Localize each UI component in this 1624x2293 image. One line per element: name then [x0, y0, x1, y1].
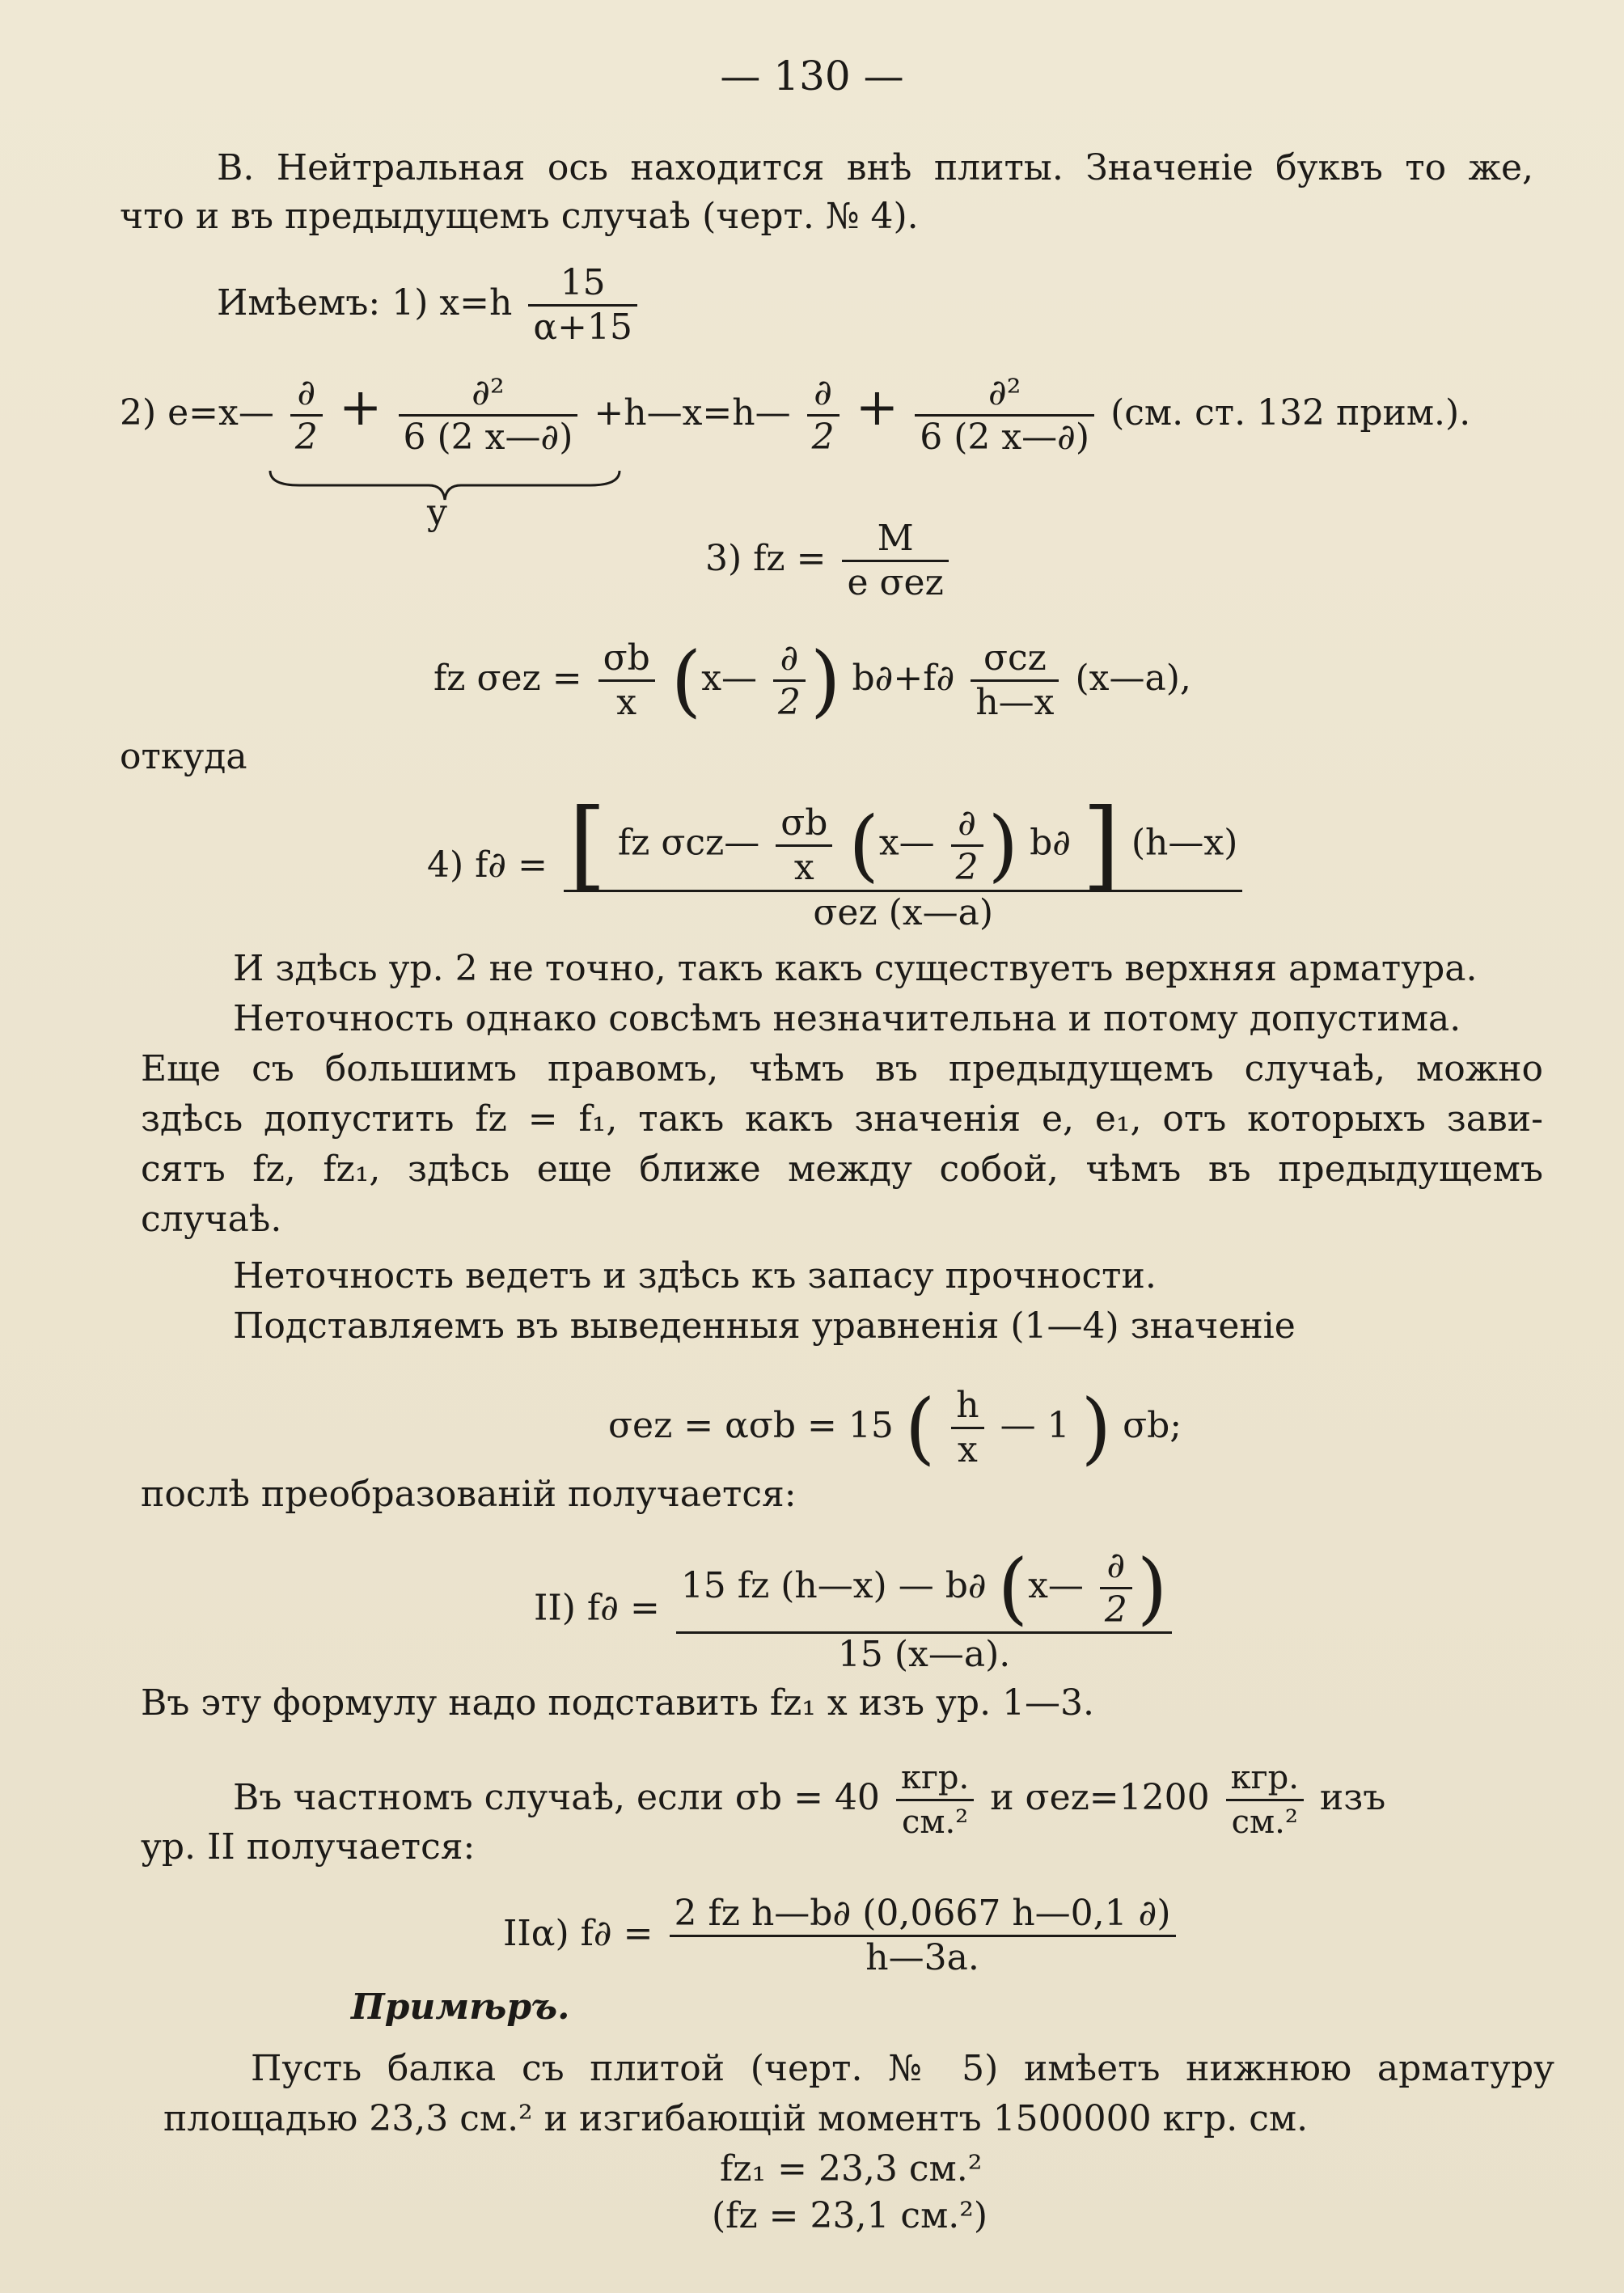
equation-II-label: II) f∂ =	[534, 1587, 660, 1629]
eq3b-tail: (x—a),	[1075, 658, 1191, 699]
eq3b-paren-frac-den: 2	[773, 679, 806, 724]
body-line-8: Подставляемъ въ выведенныя уравненія (1—4) значеніе	[233, 1305, 1296, 1347]
eq3-den: e σez	[842, 560, 948, 604]
eqII-paren-den: 2	[1100, 1587, 1132, 1631]
eqIIa-den: h—3a.	[670, 1935, 1176, 1979]
case-line-b: и σez=1200	[990, 1777, 1210, 1818]
equation-5-lhs: σez = ασb = 15	[608, 1405, 894, 1446]
eqII-den: 15 (x—a).	[676, 1631, 1173, 1676]
equation-3b-lhs: fz σez =	[433, 658, 582, 699]
eq2-frac4-den: 6 (2 x—∂)	[915, 414, 1094, 459]
equation-3	[705, 518, 954, 604]
section-intro-line-2: что и въ предыдущемъ случаѣ (черт. № 4).	[120, 196, 919, 237]
equation-1-denominator: α+15	[528, 304, 637, 349]
equation-IIa	[503, 1893, 1181, 1979]
eqII-num-paren: x—	[1028, 1565, 1084, 1606]
case-frac2-num: кгр.	[1230, 1759, 1299, 1796]
eq3b-frac2-den: h—x	[971, 679, 1059, 724]
eq4-num-c: b∂	[1030, 822, 1072, 864]
case-frac2-den: см.²	[1226, 1799, 1304, 1843]
eq2-frac2-den: 6 (2 x—∂)	[399, 414, 578, 459]
case-line-a: Въ частномъ случаѣ, если σb = 40	[233, 1777, 880, 1818]
eq2-frac3-num: ∂	[814, 372, 832, 413]
example-line-3: fz₁ = 23,3 см.²	[720, 2148, 983, 2189]
eqIIa-num: 2 fz h—b∂ (0,0667 h—0,1 ∂)	[674, 1893, 1171, 1934]
eq5-frac-den: x	[951, 1427, 983, 1471]
case-frac1-num: кгр.	[900, 1759, 970, 1796]
eq4-num-b: x—	[878, 822, 935, 864]
brace-label: y	[427, 492, 447, 533]
eq4-inner-num: σb	[780, 802, 828, 844]
eq3b-paren-text: x—	[701, 658, 758, 699]
equation-3-label: 3) fz =	[705, 538, 827, 579]
example-line-1: Пусть балка съ плитой (черт. № 5) имѣетъ нижнюю арматуру	[251, 2048, 1554, 2089]
eq4-den: σez (x—a)	[564, 890, 1242, 934]
body-line-3: Еще съ большимъ правомъ, чѣмъ въ предыдущемъ случаѣ, можно	[141, 1048, 1543, 1089]
equation-1-numerator: 15	[560, 262, 606, 303]
body-line-5: сятъ fz, fz₁, здѣсь еще ближе между собой, чѣмъ въ предыдущемъ	[141, 1149, 1543, 1190]
equation-2-label: 2) e=x—	[120, 392, 274, 434]
example-line-4: (fz = 23,1 см.²)	[712, 2195, 988, 2236]
eq5-frac-num: h	[956, 1385, 979, 1426]
equation-2-middle: +h—x=h—	[594, 392, 791, 434]
eq2-frac2-num: ∂²	[472, 372, 505, 413]
body-line-6: случаѣ.	[141, 1199, 282, 1240]
eq2-frac4-num: ∂²	[988, 372, 1021, 413]
eq3b-frac1-num: σb	[603, 637, 650, 679]
equation-5: σez = ασb = 15 ( $\frac{h}{x}$ — 1 ) σb;	[608, 1382, 1182, 1474]
eq4-paren-den: 2	[951, 844, 983, 889]
case-frac1-den: см.²	[896, 1799, 974, 1843]
eq2-frac1-num: ∂	[297, 372, 316, 413]
eq3b-paren-frac-num: ∂	[780, 637, 799, 679]
after-substitution: послѣ преобразованій получается:	[141, 1474, 797, 1515]
eq2-frac3-den: 2	[807, 414, 839, 459]
eq3-num: M	[877, 518, 914, 559]
equation-3b: fz σez = $\frac{\sigma b}{x}$ (x— $\frac{\partial}{2}$ ) b∂+f∂ $\frac{\text{σcz}}{h—x}$ (x—a),	[433, 635, 1191, 726]
case-line-2: ур. II получается:	[141, 1826, 476, 1868]
example-line-2: площадью 23,3 см.² и изгибающій моментъ 1500000 кгр. см.	[163, 2098, 1309, 2139]
equation-II: II) f∂ = 15 fz (h—x) — b∂ (x— $\frac{\partial}{2}$ ) 15 (x—a).	[534, 1545, 1177, 1676]
eq4-paren-num: ∂	[958, 802, 977, 844]
eq4-num-d: (h—x)	[1131, 822, 1238, 864]
equation-IIa-label: IIα) f∂ =	[503, 1913, 653, 1954]
equation-4: 4) f∂ = [ fz σcz— $\frac{\sigma b}{x}$ (x— $\frac{\partial}{2}$ ) b∂ ] (h—x) σez (x—a)	[427, 801, 1247, 934]
eqII-num: 15 fz (h—x) — b∂	[680, 1565, 987, 1606]
eqII-paren-num: ∂	[1106, 1545, 1126, 1586]
otkuda: откуда	[120, 736, 247, 777]
equation-1	[217, 262, 642, 349]
body-line-4: здѣсь допустить fz = f₁, такъ какъ значенія e, e₁, отъ которыхъ зави-	[141, 1098, 1543, 1140]
eq2-frac1-den: 2	[290, 414, 323, 459]
formula-note: Въ эту формулу надо подставить fz₁ x изъ ур. 1—3.	[141, 1682, 1095, 1724]
eq5-tail1: — 1	[1000, 1405, 1070, 1446]
page-number: — 130 —	[720, 53, 904, 99]
eq3b-frac2-num: σcz	[983, 637, 1047, 679]
equation-2: 2) e=x— $\frac{\partial}{2}$ + $\frac{\text{∂²}}{6 (2 x—\partial)}$ +h—x=h— $\frac{\partial}{2}$ + $\frac{\text{∂²}}{6 (2 x—\partial)}$ (см. ст. 132 прим.).	[120, 372, 1471, 458]
body-line-7: Неточность ведетъ и здѣсь къ запасу прочности.	[233, 1255, 1157, 1297]
section-intro-line-1: В. Нейтральная ось находится внѣ плиты. Значеніе буквъ то же,	[217, 147, 1533, 188]
case-line-c: изъ	[1319, 1777, 1386, 1818]
body-line-2: Неточность однако совсѣмъ незначительна и потому допустима.	[233, 998, 1461, 1039]
eq5-tail2: σb;	[1123, 1405, 1182, 1446]
example-title: Примѣръ.	[351, 1986, 570, 2028]
eq4-num-a: fz σcz—	[617, 822, 760, 864]
eq4-inner-den: x	[776, 844, 832, 889]
body-line-1: И здѣсь ур. 2 не точно, такъ какъ существуетъ верхняя арматура.	[233, 948, 1478, 989]
eq3b-frac1-den: x	[598, 679, 655, 724]
equation-2-note: (см. ст. 132 прим.).	[1110, 392, 1471, 434]
eq3b-after: b∂+f∂	[852, 658, 955, 699]
equation-4-label: 4) f∂ =	[427, 844, 548, 886]
equation-1-lead: Имѣемъ: 1) x=h	[217, 282, 513, 324]
